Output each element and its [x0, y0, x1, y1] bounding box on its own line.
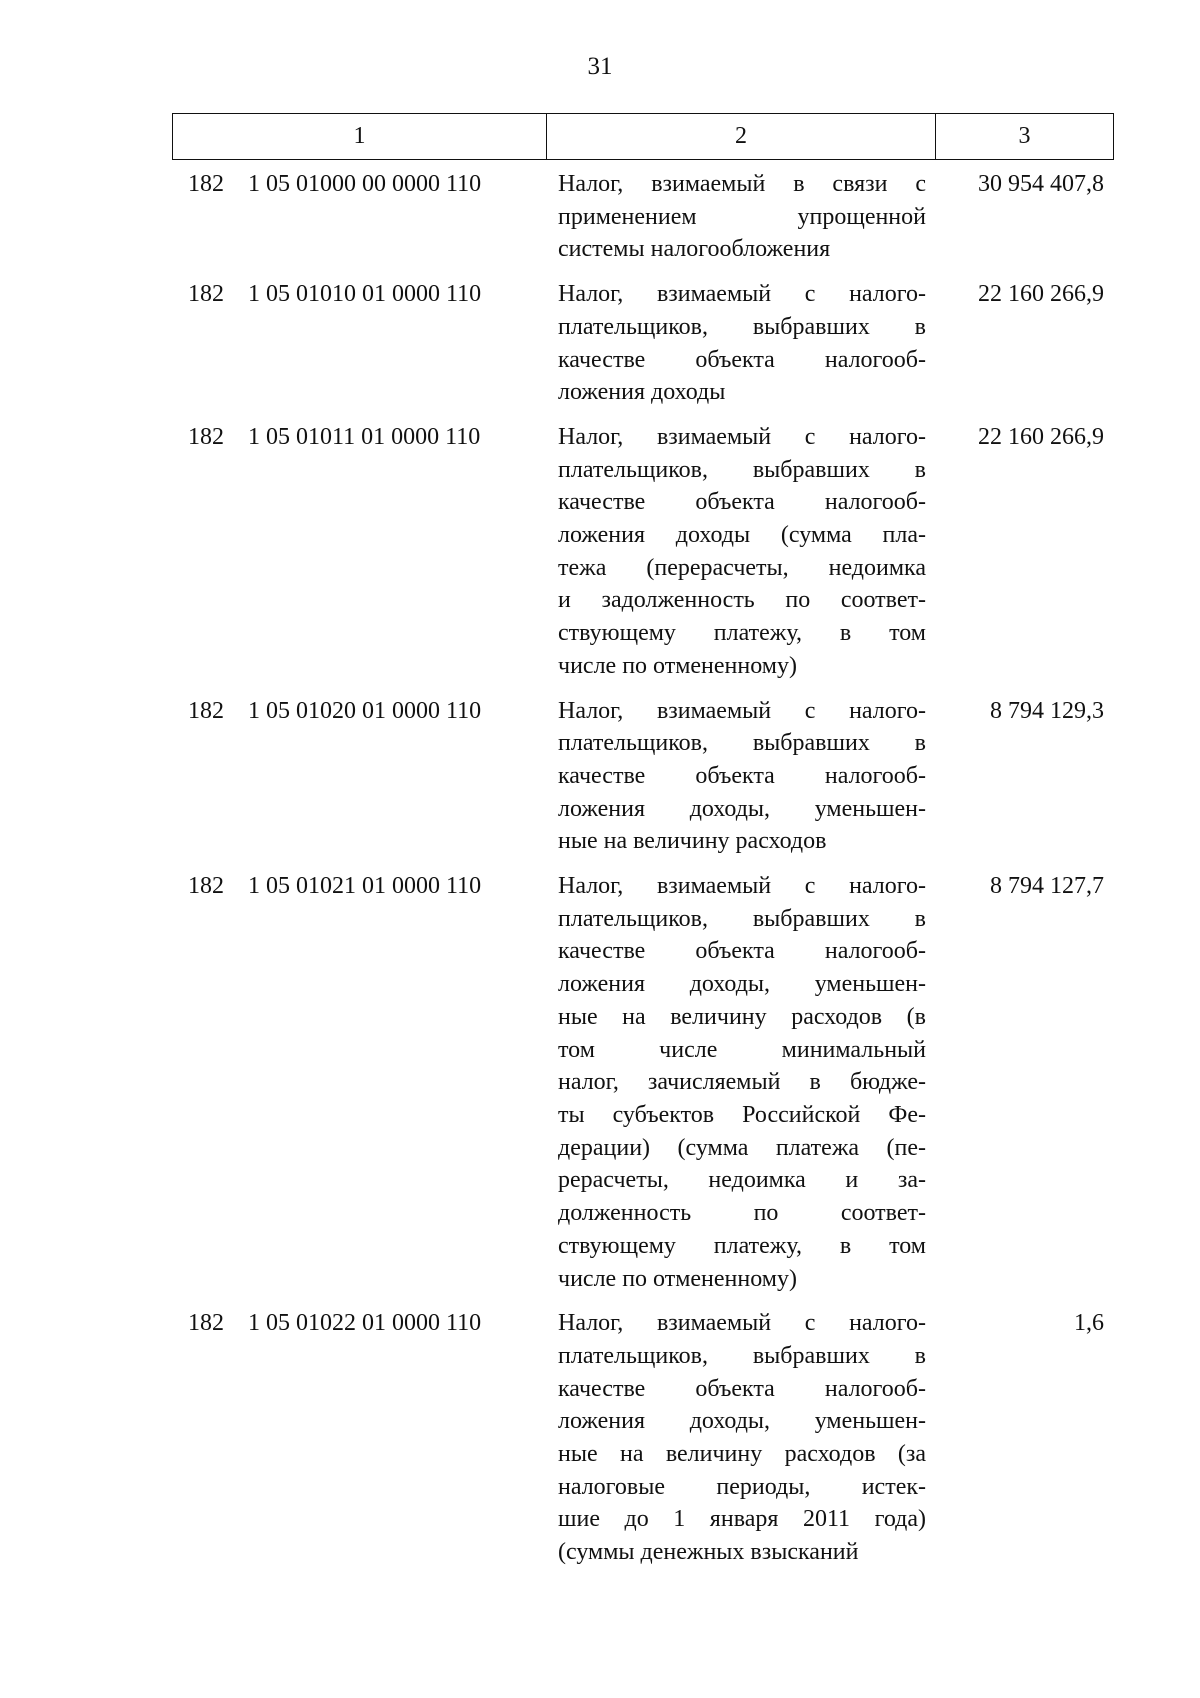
- budget-code-cell: 1 05 01022 01 0000 110: [248, 1310, 482, 1337]
- income-name-line: дерации) (сумма платежа (пе-: [558, 1134, 926, 1161]
- income-name-line: ложения доходы: [558, 379, 726, 406]
- income-name-cell: [546, 278, 935, 409]
- admin-code-cell: 182: [188, 281, 224, 308]
- table-body: [172, 168, 1114, 1581]
- admin-code-cell: 182: [188, 1310, 224, 1337]
- income-name-cell: [546, 421, 935, 683]
- amount-cell: 8 794 127,7: [990, 873, 1104, 900]
- admin-code-cell: 182: [188, 423, 224, 450]
- income-name-line: налог, зачисляемый в бюдже-: [558, 1069, 926, 1096]
- budget-code-cell: 1 05 01020 01 0000 110: [248, 697, 482, 724]
- amount-cell: 22 160 266,9: [978, 281, 1104, 308]
- table-row: [172, 1307, 1114, 1569]
- table-row: [172, 168, 1114, 266]
- amount-cell: 30 954 407,8: [978, 171, 1104, 197]
- income-name-line: числе по отмененному): [558, 652, 797, 679]
- admin-code-cell: 182: [188, 873, 224, 900]
- income-name-line: и задолженность по соответ-: [558, 587, 926, 614]
- income-name-line: (суммы денежных взысканий: [558, 1539, 859, 1566]
- income-name-cell: [546, 695, 935, 859]
- table-row: [172, 695, 1114, 859]
- income-name-line: долженность по соответ-: [558, 1200, 926, 1227]
- income-name-line: ложения доходы, уменьшен-: [558, 1408, 926, 1435]
- income-name-line: Налог, взимаемый с налого-: [558, 423, 926, 450]
- income-name-cell: [546, 168, 935, 266]
- income-name-line: шие до 1 января 2011 года): [558, 1506, 926, 1533]
- table-row: [172, 870, 1114, 1295]
- table-header: [172, 113, 1114, 160]
- amount-cell: 22 160 266,9: [978, 423, 1104, 450]
- admin-code-cell: 182: [188, 697, 224, 724]
- income-name-line: ложения доходы, уменьшен-: [558, 795, 926, 822]
- income-name-line: том числе минимальный: [558, 1036, 926, 1063]
- table-row: [172, 278, 1114, 409]
- income-name-line: Налог, взимаемый в связи с: [558, 171, 926, 197]
- income-name-cell: [546, 1307, 935, 1569]
- income-name-line: ствующему платежу, в том: [558, 1232, 926, 1259]
- income-name-line: ные на величину расходов (за: [558, 1441, 926, 1468]
- header-col-3: 3: [1018, 123, 1031, 149]
- budget-code-cell: 1 05 01011 01 0000 110: [248, 423, 481, 450]
- income-name-line: ложения доходы (сумма пла-: [558, 522, 926, 549]
- income-name-line: качестве объекта налогооб-: [558, 1375, 926, 1402]
- income-name-line: ные на величину расходов (в: [558, 1003, 926, 1030]
- income-name-line: ные на величину расходов: [558, 828, 827, 855]
- income-name-line: Налог, взимаемый с налого-: [558, 281, 926, 308]
- income-name-line: ты субъектов Российской Фе-: [558, 1101, 926, 1128]
- income-name-line: системы налогообложения: [558, 236, 831, 263]
- income-name-line: числе по отмененному): [558, 1265, 797, 1292]
- budget-code-cell: 1 05 01000 00 0000 110: [248, 171, 482, 197]
- admin-code-cell: 182: [188, 171, 224, 197]
- header-col-1: 1: [173, 114, 547, 159]
- header-col-2: 2: [547, 114, 936, 159]
- income-name-line: тежа (перерасчеты, недоимка: [558, 554, 926, 581]
- income-name-line: качестве объекта налогооб-: [558, 762, 926, 789]
- income-name-line: плательщиков, выбравших в: [558, 905, 926, 932]
- income-name-line: плательщиков, выбравших в: [558, 1342, 926, 1369]
- page-number: 31: [587, 53, 613, 80]
- income-name-line: плательщиков, выбравших в: [558, 313, 926, 340]
- income-name-line: качестве объекта налогооб-: [558, 489, 926, 516]
- income-name-line: ложения доходы, уменьшен-: [558, 971, 926, 998]
- budget-code-cell: 1 05 01010 01 0000 110: [248, 281, 482, 308]
- income-name-line: плательщиков, выбравших в: [558, 730, 926, 757]
- income-name-line: качестве объекта налогооб-: [558, 346, 926, 373]
- income-name-line: ствующему платежу, в том: [558, 620, 926, 647]
- income-name-line: Налог, взимаемый с налого-: [558, 1310, 926, 1337]
- amount-cell: 8 794 129,3: [990, 697, 1104, 724]
- income-name-line: плательщиков, выбравших в: [558, 456, 926, 483]
- budget-code-cell: 1 05 01021 01 0000 110: [248, 873, 482, 900]
- income-name-cell: [546, 870, 935, 1295]
- income-name-line: рерасчеты, недоимка и за-: [558, 1167, 926, 1194]
- table-row: [172, 421, 1114, 683]
- income-name-line: Налог, взимаемый с налого-: [558, 873, 926, 900]
- income-name-line: налоговые периоды, истек-: [558, 1473, 926, 1500]
- income-name-line: применением упрощенной: [558, 203, 926, 230]
- income-name-line: качестве объекта налогооб-: [558, 938, 926, 965]
- amount-cell: 1,6: [1074, 1310, 1104, 1337]
- income-name-line: Налог, взимаемый с налого-: [558, 697, 926, 724]
